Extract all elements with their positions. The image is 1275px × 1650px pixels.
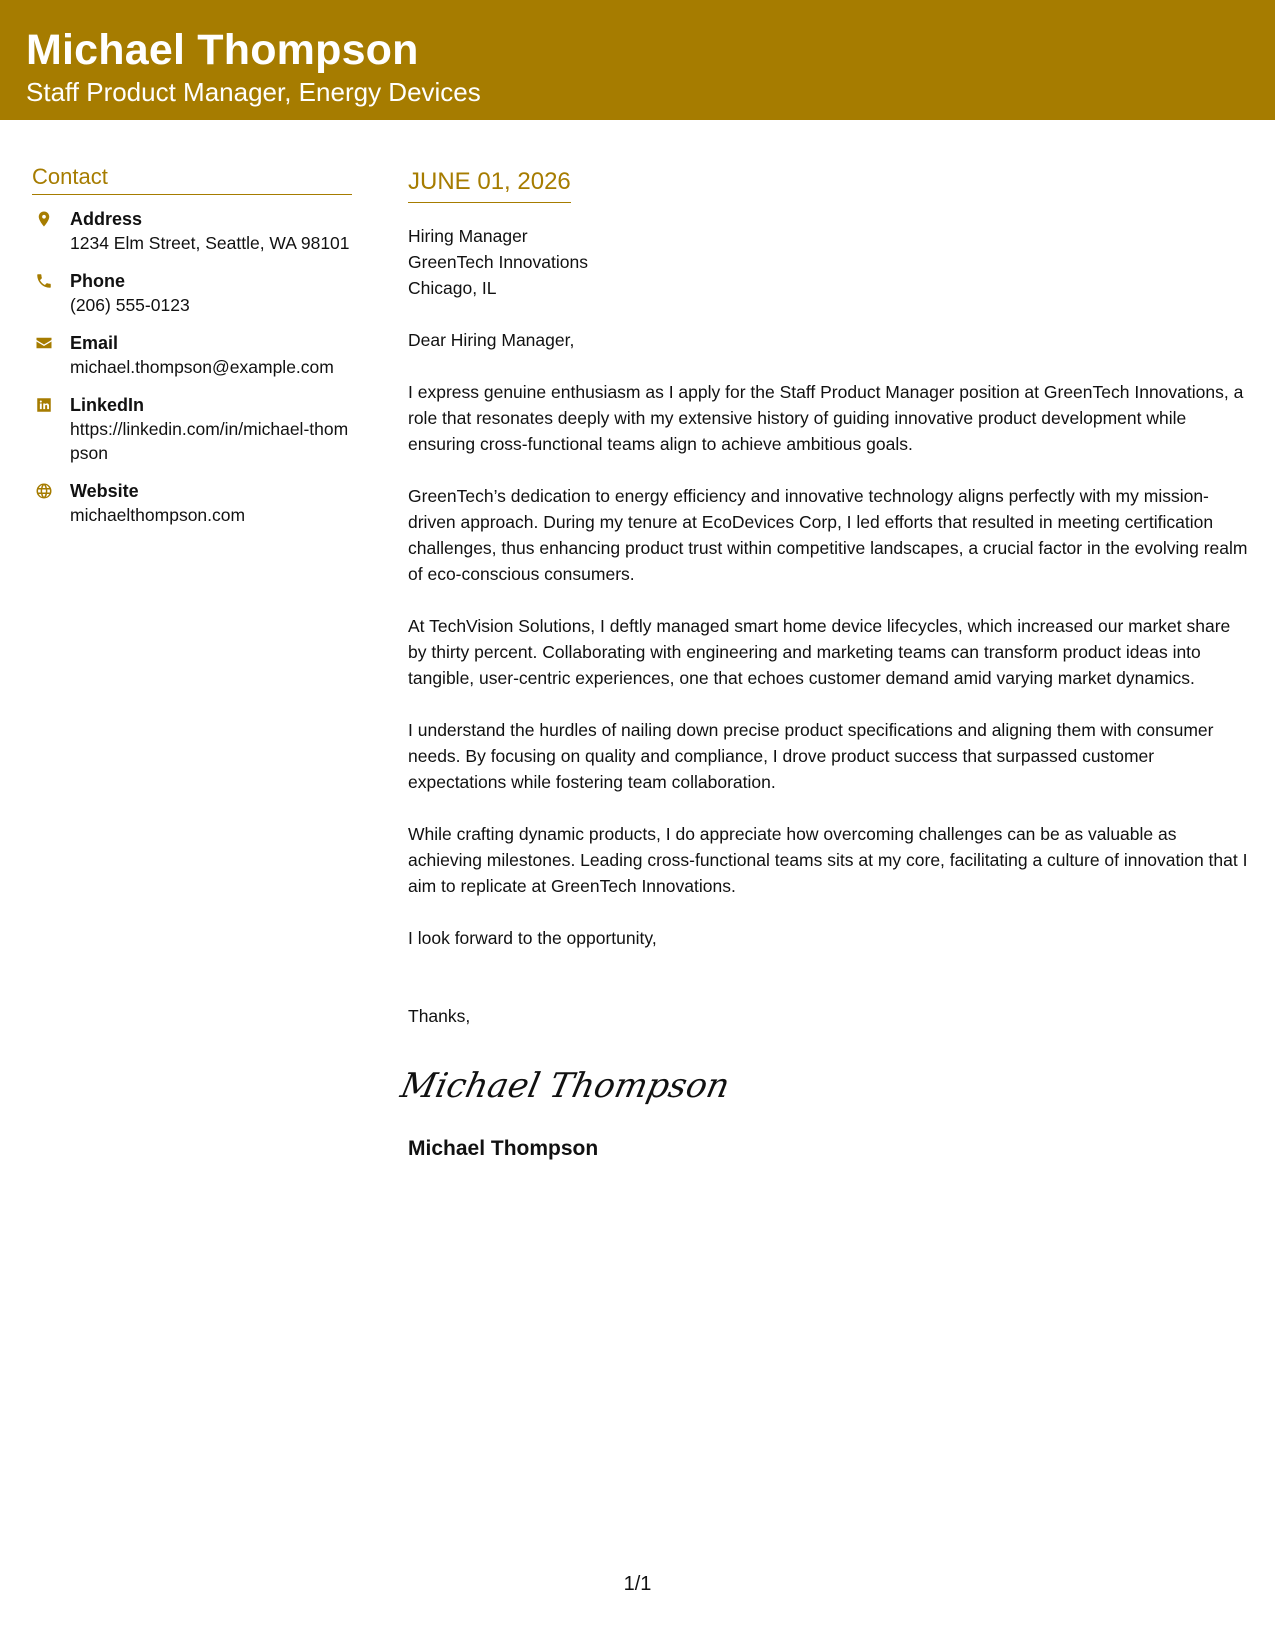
letter-paragraph: While crafting dynamic products, I do appreciate how overcoming challenges can be as valuable as achieving milestones. Leading cross-functional teams sits at my core, facilitating a culture of innovation that I aim to replicate at GreenTech Innovations. [408,824,1248,896]
letter-date: JUNE 01, 2026 [408,166,571,203]
contact-item-address [32,207,352,255]
contact-value: (206) 555-0123 [70,295,190,315]
letter-paragraph: At TechVision Solutions, I deftly managed smart home device lifecycles, which increased our market share by thirty percent. Collaborating with engineering and marketing teams can transform product ideas into tangible, user-centric experiences, one that echoes customer demand amid varying market dynamics. [408,616,1231,688]
sign-off: Thanks, [408,1006,471,1026]
globe-icon [32,479,70,503]
contact-label: Website [70,481,139,501]
letter-body [397,166,1253,1163]
contact-item-email [32,331,352,379]
recipient-line: Chicago, IL [408,278,497,298]
letter-paragraph: I express genuine enthusiasm as I apply for the Staff Product Manager position at GreenTech Innovations, a role that resonates deeply with my extensive history of guiding innovative product development while ensuring cross-functional teams align to achieve ambitious goals. [408,382,1244,454]
location-pin-icon [32,207,70,231]
contact-label: Email [70,333,119,353]
signed-name: Michael Thompson [408,1137,599,1160]
contact-sidebar [32,162,352,541]
recipient-block [408,223,1253,301]
page-number: 1/1 [623,1573,652,1595]
letter-paragraph: GreenTech’s dedication to energy efficiency and innovative technology aligns perfectly with my mission-driven approach. During my tenure at EcoDevices Corp, I led efforts that resulted in meeting certification challenges, thus enhancing product trust within competitive landscapes, a crucial factor in the evolving realm of eco-conscious consumers. [408,486,1248,584]
contact-list [32,207,352,527]
envelope-icon [32,331,70,355]
closing-line: I look forward to the opportunity, [408,928,657,948]
contact-section-title: Contact [32,162,352,195]
signature-text: Michael Thompson [397,1066,734,1106]
handwritten-signature [397,1055,734,1115]
contact-label: Address [70,209,143,229]
contact-item-website [32,479,352,527]
salutation: Dear Hiring Manager, [408,330,575,350]
recipient-line: GreenTech Innovations [408,252,588,272]
contact-label: LinkedIn [70,395,145,415]
contact-value: 1234 Elm Street, Seattle, WA 98101 [70,233,350,253]
contact-value: michaelthompson.com [70,505,246,525]
contact-value: https://linkedin.com/in/michael-thompson [70,419,349,463]
letter-paragraph: I understand the hurdles of nailing down precise product specifications and aligning them with consumer needs. By focusing on quality and compliance, I drove product success that surpassed customer expectations while fostering team collaboration. [408,720,1214,792]
applicant-name: Michael Thompson [26,26,419,74]
contact-item-phone [32,269,352,317]
applicant-title: Staff Product Manager, Energy Devices [26,77,481,107]
contact-value: michael.thompson@example.com [70,357,334,377]
contact-item-linkedin [32,393,352,465]
header-banner [0,0,1275,120]
linkedin-icon [32,393,70,417]
phone-icon [32,269,70,293]
recipient-line: Hiring Manager [408,226,528,246]
contact-label: Phone [70,271,126,291]
